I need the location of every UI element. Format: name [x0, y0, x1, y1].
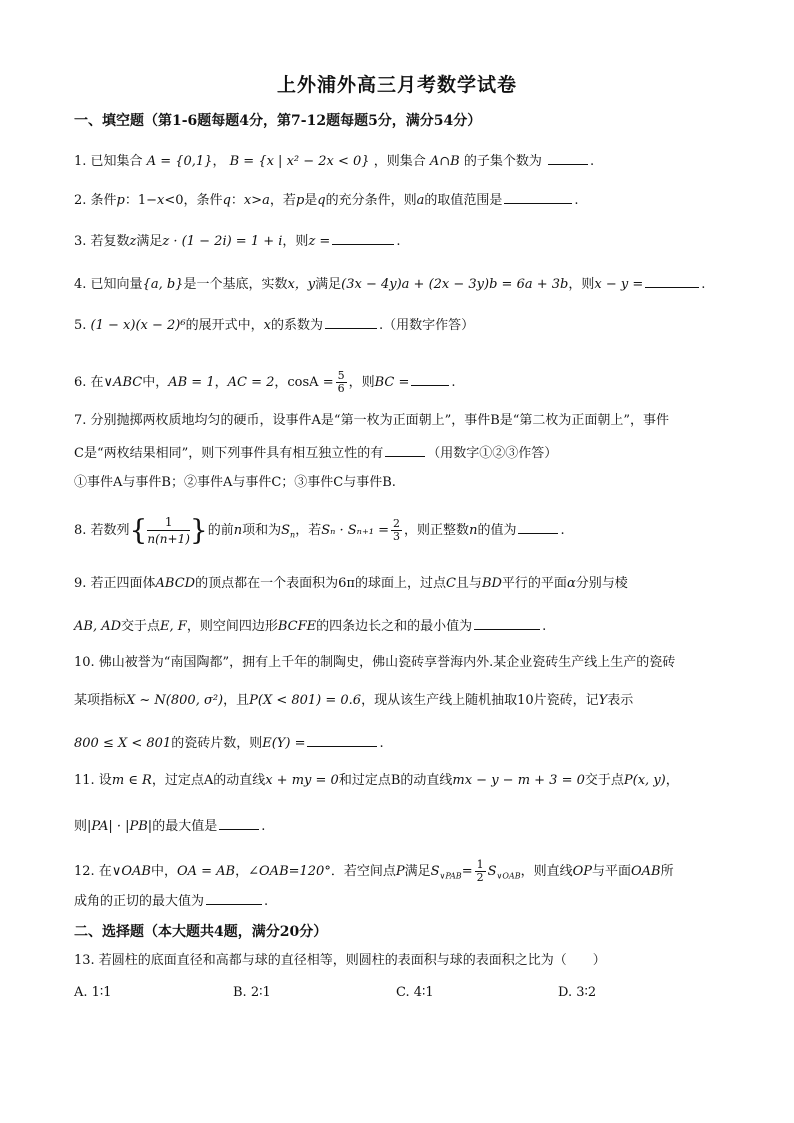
q6-ac: AC = 2	[227, 375, 275, 390]
q8-frac-num: 1	[147, 514, 190, 531]
question-8	[74, 514, 565, 551]
q2-text-4: ：	[230, 193, 244, 208]
q9-alpha: α	[566, 576, 576, 591]
q8-frac2-den: 3	[393, 530, 401, 543]
q9-quad: BCFE	[277, 619, 317, 634]
section-heading-fill-in: 一、填空题（第1-6题每题4分，第7-12题每题5分，满分54分）	[74, 113, 482, 129]
q5-text-1: 的展开式中，	[185, 318, 264, 333]
q8-frac-den: n(n+1)	[147, 532, 190, 546]
q6-bc: BC =	[374, 375, 410, 390]
q12-plane: OAB	[631, 864, 661, 879]
q2-text-7: 是	[304, 193, 318, 208]
q9-text-4: 且与	[455, 576, 482, 591]
question-12-line-2	[74, 892, 268, 910]
q2-text-8: 的充分条件，则	[325, 193, 417, 208]
q6-end: .	[451, 375, 456, 390]
q5-number: 5.	[74, 318, 87, 333]
q1-intersection: A∩B	[429, 154, 460, 169]
question-10-line-1: 10. 佛山被誉为“南国陶都”，拥有上千年的制陶史，佛山瓷砖享誉海内外.某企业瓷砖生产线上生产的瓷砖	[74, 655, 676, 670]
q9-area: 6π	[338, 576, 355, 591]
q12-op: OP	[572, 864, 592, 879]
q12-text-8: 所	[660, 864, 674, 879]
exam-title: 上外浦外高三月考数学试卷	[276, 74, 517, 96]
q6-frac-den: 6	[337, 382, 345, 395]
q9-text-2: 的顶点都在一个表面积为	[195, 576, 339, 591]
question-6	[74, 370, 456, 395]
q4-basis: {a, b}	[142, 277, 184, 292]
q2-a2: a	[416, 193, 425, 208]
q11-point-p: P(x, y)	[623, 773, 666, 788]
q8-text-1: 8. 若数列	[74, 523, 130, 538]
q12-text-4: ．若空间点	[330, 864, 396, 879]
q9-text-6: 分别与棱	[575, 576, 628, 591]
q4-x-minus-y: x − y =	[594, 277, 644, 292]
q8-text-3: 项和为	[242, 523, 282, 538]
q4-end: .	[701, 277, 706, 292]
q6-text-1: 6. 在	[74, 375, 104, 390]
question-7-line-2	[74, 444, 557, 462]
q12-oa-ab: OA = AB	[176, 864, 236, 879]
q8-s: S	[281, 523, 291, 538]
q2-q2: q	[317, 193, 326, 208]
q9-text-7: 交于点	[121, 619, 161, 634]
q13-option-b[interactable]: B. 2∶1	[233, 985, 271, 1000]
q9-text-3: 的球面上，过点	[354, 576, 446, 591]
q8-frac2-num: 2	[393, 517, 401, 530]
q4-text-1: 4. 已知向量	[74, 277, 143, 292]
q12-frac-num: 1	[476, 858, 484, 871]
q12-text-3: ，	[235, 864, 249, 879]
q7-answer-blank[interactable]	[385, 444, 425, 457]
q6-sep: ，	[214, 375, 228, 390]
q9-text-1: 9. 若正四面体	[74, 576, 156, 591]
q6-answer-blank[interactable]	[411, 373, 449, 386]
q11-text-3: 和过定点B的动直线	[338, 773, 453, 788]
q8-text-6: 的值为	[477, 523, 517, 538]
q12-text-2: 中，	[150, 864, 177, 879]
q4-equation: (3x − 4y)a + (2x − 3y)b = 6a + 3b	[341, 277, 569, 292]
q11-text-4: 交于点	[584, 773, 624, 788]
q3-answer-blank[interactable]	[332, 232, 394, 245]
q2-x2: x	[243, 193, 252, 208]
q3-z: z	[129, 234, 137, 249]
q6-fraction	[336, 370, 347, 395]
q12-equals: =	[461, 864, 473, 879]
q9-points: E, F	[160, 619, 187, 634]
q6-cos: cosA =	[287, 375, 334, 390]
q5-expression: (1 − x)(x − 2)⁶	[90, 318, 186, 333]
q2-text-3: <0，条件	[164, 193, 223, 208]
q10-end: .	[379, 736, 384, 751]
q11-text-6: 则	[74, 819, 88, 834]
q9-point-c: C	[445, 576, 456, 591]
q2-answer-blank[interactable]	[504, 191, 572, 204]
q12-text-9: 成角的正切的最大值为	[74, 894, 205, 909]
q2-p2: p	[295, 193, 305, 208]
q8-product: Sₙ · Sₙ₊₁ =	[321, 523, 390, 538]
q10-interval: 800 ≤ X < 801	[74, 736, 172, 751]
question-9-line-2	[74, 617, 546, 635]
question-7-options: ①事件A与事件B；②事件A与事件C；③事件C与事件B.	[74, 475, 396, 490]
q4-text-4: ，则	[568, 277, 595, 292]
q6-sep-2: ，	[274, 375, 288, 390]
q4-vars: x，y	[287, 277, 316, 292]
q9-answer-blank[interactable]	[474, 617, 540, 630]
q13-option-d[interactable]: D. 3∶2	[558, 985, 597, 1000]
q12-s1: S	[430, 864, 440, 879]
q6-ab: AB = 1	[168, 375, 215, 390]
question-2: 2. 条件p：1−x<0，条件q：x>a，若p是q的充分条件，则a的取值范围是 .	[74, 193, 579, 208]
q2-text-2: ：1−	[124, 193, 158, 208]
q9-edges: AB, AD	[74, 619, 122, 634]
q10-text-5: 的瓷砖片数，则	[171, 736, 263, 751]
q10-answer-blank[interactable]	[307, 734, 377, 747]
q12-text-5: 满足	[404, 864, 431, 879]
q2-x1: x	[157, 193, 165, 208]
q11-line-1: x + my = 0	[265, 773, 339, 788]
q12-angle: ∠OAB=120°	[248, 864, 331, 879]
q2-a1: a	[262, 193, 270, 208]
q3-equation: z · (1 − 2i) = 1 + i	[162, 234, 283, 249]
q12-s1-sub: ∨PAB	[439, 871, 462, 881]
q8-n2: n	[469, 523, 478, 538]
q10-text-2: ，且	[223, 693, 250, 708]
q9-text-8: ，则空间四边形	[186, 619, 278, 634]
q11-end: .	[261, 819, 266, 834]
q8-text-2: 的前	[207, 523, 234, 538]
q13-option-c[interactable]: C. 4∶1	[396, 985, 434, 1000]
q1-sep: ，	[212, 154, 226, 169]
q3-text-3: ，则	[282, 234, 309, 249]
q12-text-7: 与平面	[592, 864, 632, 879]
q6-triangle: ∨ABC	[103, 375, 143, 390]
section-heading-choice: 二、选择题（本大题共4题，满分20分）	[74, 924, 328, 940]
q10-y: Y	[598, 693, 608, 708]
q9-text-5: 平行的平面	[501, 576, 567, 591]
q4-text-3: 满足	[315, 277, 342, 292]
q8-text-5: ，则正整数	[404, 523, 470, 538]
q9-text-9: 的四条边长之和的最小值为	[316, 619, 473, 634]
question-7-line-1: 7. 分别抛掷两枚质地均匀的硬币，设事件A是“第一枚为正面朝上”，事件B是“第二枚为正面朝上”，事件	[74, 413, 670, 428]
q1-set-b: B = {x | x² − 2x < 0}	[229, 154, 370, 169]
q9-tetrahedron: ABCD	[155, 576, 196, 591]
q11-line-2: mx − y − m + 3 = 0	[452, 773, 585, 788]
q12-s2-sub: ∨OAB	[496, 871, 521, 881]
q1-number: 1. 已知集合	[74, 154, 143, 169]
question-10-line-2	[74, 693, 633, 709]
q8-text-4: ，若	[295, 523, 322, 538]
q12-end: .	[264, 894, 269, 909]
question-5	[74, 316, 474, 334]
q12-frac-den: 2	[476, 871, 484, 884]
q5-text-3: .（用数字作答）	[378, 318, 475, 333]
q8-right-brace: }	[189, 513, 208, 547]
q2-text-1: 2. 条件	[74, 193, 117, 208]
question-10-line-3	[74, 734, 384, 752]
q7-text-2b: （用数字①②③作答）	[427, 446, 558, 461]
q3-z-equals: z =	[308, 234, 331, 249]
q11-m-in-r: m ∈ R	[111, 773, 152, 788]
q6-frac-num: 5	[337, 369, 345, 382]
q3-text-1: 3. 若复数	[74, 234, 130, 249]
q11-text-7: 的最大值是	[152, 819, 218, 834]
q8-answer-blank[interactable]	[518, 521, 558, 534]
q4-text-2: 是一个基底，实数	[183, 277, 288, 292]
q9-end: .	[542, 619, 547, 634]
q11-answer-blank[interactable]	[219, 817, 259, 830]
q3-end: .	[396, 234, 401, 249]
q12-fraction	[475, 859, 486, 884]
q1-text-2: ，则集合	[373, 154, 426, 169]
q8-fraction	[391, 518, 402, 543]
q2-text-9: 的取值范围是	[424, 193, 503, 208]
q8-n: n	[233, 523, 243, 538]
q10-distribution: X ~ N(800, σ²)	[126, 693, 224, 708]
q11-product: |PA| · |PB|	[87, 819, 153, 834]
q1-text-3: 的子集个数为	[463, 154, 542, 169]
q11-text-5: ，	[665, 773, 679, 788]
question-11-line-2	[74, 817, 265, 835]
q12-triangle: ∨OAB	[111, 864, 151, 879]
q2-text-6: ，若	[269, 193, 296, 208]
q8-sequence-fraction	[147, 514, 190, 547]
q3-text-2: 满足	[136, 234, 163, 249]
q12-point-p: P	[395, 864, 405, 879]
q6-text-2: 中，	[142, 375, 169, 390]
q10-probability: P(X < 801) = 0.6	[249, 693, 362, 708]
question-4	[74, 275, 705, 293]
q8-left-brace: {	[129, 513, 148, 547]
q8-s-sub: n	[290, 530, 296, 540]
q10-text-3: ，现从该生产线上随机抽取10片瓷砖，记	[361, 693, 599, 708]
q5-answer-blank[interactable]	[325, 316, 377, 329]
q12-s2: S	[487, 864, 497, 879]
q11-text-1: 11. 设	[74, 773, 112, 788]
q10-expectation: E(Y) =	[262, 736, 306, 751]
q8-end: .	[560, 523, 565, 538]
question-13-stem: 13. 若圆柱的底面直径和高都与球的直径相等，则圆柱的表面积与球的表面积之比为（ ）	[74, 953, 606, 968]
q13-option-a[interactable]: A. 1∶1	[74, 985, 112, 1000]
question-9-line-1	[74, 576, 628, 592]
question-3	[74, 232, 400, 250]
q1-answer-blank[interactable]	[548, 152, 588, 165]
q9-bd: BD	[481, 576, 502, 591]
q12-answer-blank[interactable]	[206, 892, 262, 905]
q4-answer-blank[interactable]	[645, 275, 699, 288]
q10-text-1: 某项指标	[74, 693, 127, 708]
q2-text-5: >	[251, 193, 263, 208]
q7-text-2: C是“两枚结果相同”，则下列事件具有相互独立性的有	[74, 446, 384, 461]
q10-text-4: 表示	[607, 693, 634, 708]
q11-text-2: ，过定点A的动直线	[151, 773, 266, 788]
question-1: 1. 已知集合 A = {0,1}， B = {x | x² − 2x < 0} ，则集合 A∩B 的子集个数为 .	[74, 154, 595, 169]
q2-q: q	[222, 193, 231, 208]
q5-x: x	[263, 318, 271, 333]
question-11-line-1	[74, 773, 679, 789]
q2-p: p	[116, 193, 125, 208]
q12-text-1: 12. 在	[74, 864, 112, 879]
question-12-line-1	[74, 859, 674, 890]
q6-text-3: ，则	[348, 375, 375, 390]
q1-set-a: A = {0,1}	[146, 154, 213, 169]
q12-text-6: ，则直线	[520, 864, 573, 879]
q5-text-2: 的系数为	[270, 318, 323, 333]
